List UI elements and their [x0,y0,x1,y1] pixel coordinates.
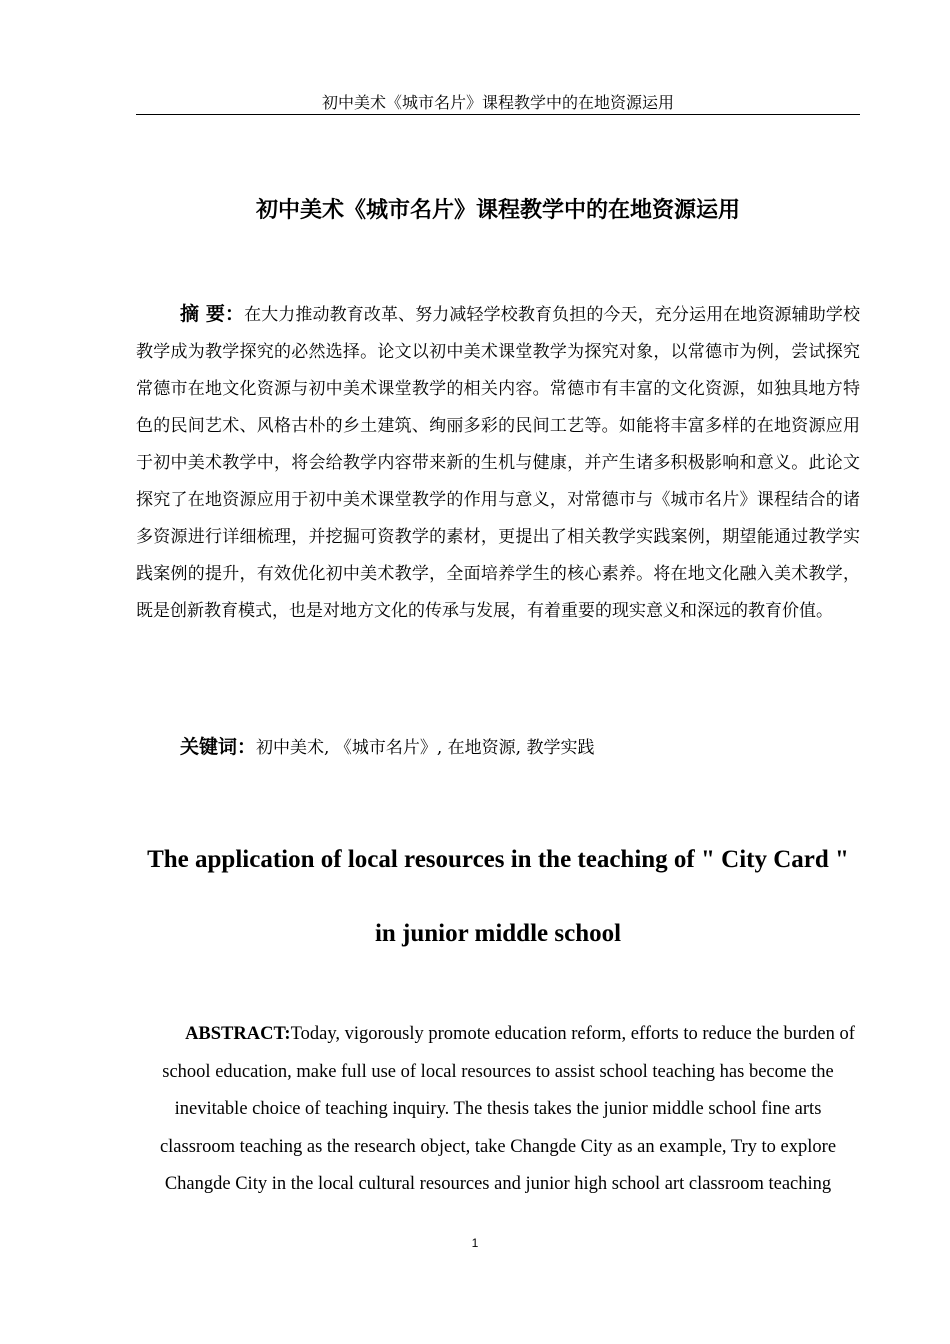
chinese-title: 初中美术《城市名片》课程教学中的在地资源运用 [255,198,740,223]
english-title-line2: in junior middle school [374,920,622,947]
chinese-abstract-text: 在大力推动教育改革、努力减轻学校教育负担的今天，充分运用在地资源辅助学校教学成为教学探究的必然选择。论文以初中美术课堂教学为探究对象，以常德市为例，尝试探究常德市在地文化资源与初中美术课堂教学的相关内容。常德市有丰富的文化资源，如独具地方特色的民间艺术、风格古朴的乡土建筑、绚丽多彩的民间工艺等。如能将丰富多样的在地资源应用于初中美术教学中，将会给教学内容带来新的生机与健康，并产生诸多积极影响和意义。此论文探究了在地资源应用于初中美术课堂教学的作用与意义，对常德市与《城市名片》课程结合的诸多资源进行详细梳理，并挖掘可资教学的素材，更提出了相关教学实践案例，期望能通过教学实践案例的提升，有效优化初中美术教学，全面培养学生的核心素养。将在地文化融入美术教学，既是创新教育模式，也是对地方文化的传承与发展，有着重要的现实意义和深远的教育价值。 [136,305,861,621]
english-abstract-label: ABSTRACT: [185,1024,291,1044]
chinese-keywords-label: 关键词： [180,736,257,758]
chinese-keywords-text: 初中美术, 《城市名片》, 在地资源, 教学实践 [256,738,595,758]
header-rule [136,114,860,115]
chinese-abstract [136,296,860,630]
english-title [120,823,876,971]
english-abstract-text: Today, vigorously promote education reform, efforts to reduce the burden of school education, make full use of local resources to assist school teaching has become the inevitable choice of teaching inquiry. The thesis takes the junior middle school fine arts classroom teaching as the research object, take Changde City as an example, Try to explore Changde City in the local cultural resources and junior high school art classroom teaching [159,1024,855,1194]
page-number: 1 [471,1236,479,1250]
chinese-abstract-label: 摘 要： [180,303,245,325]
running-header: 初中美术《城市名片》课程教学中的在地资源运用 [321,93,674,112]
english-title-line1: The application of local resources in the teaching of " City Card " [147,846,849,873]
english-abstract [136,1016,860,1204]
chinese-keywords [136,731,860,764]
